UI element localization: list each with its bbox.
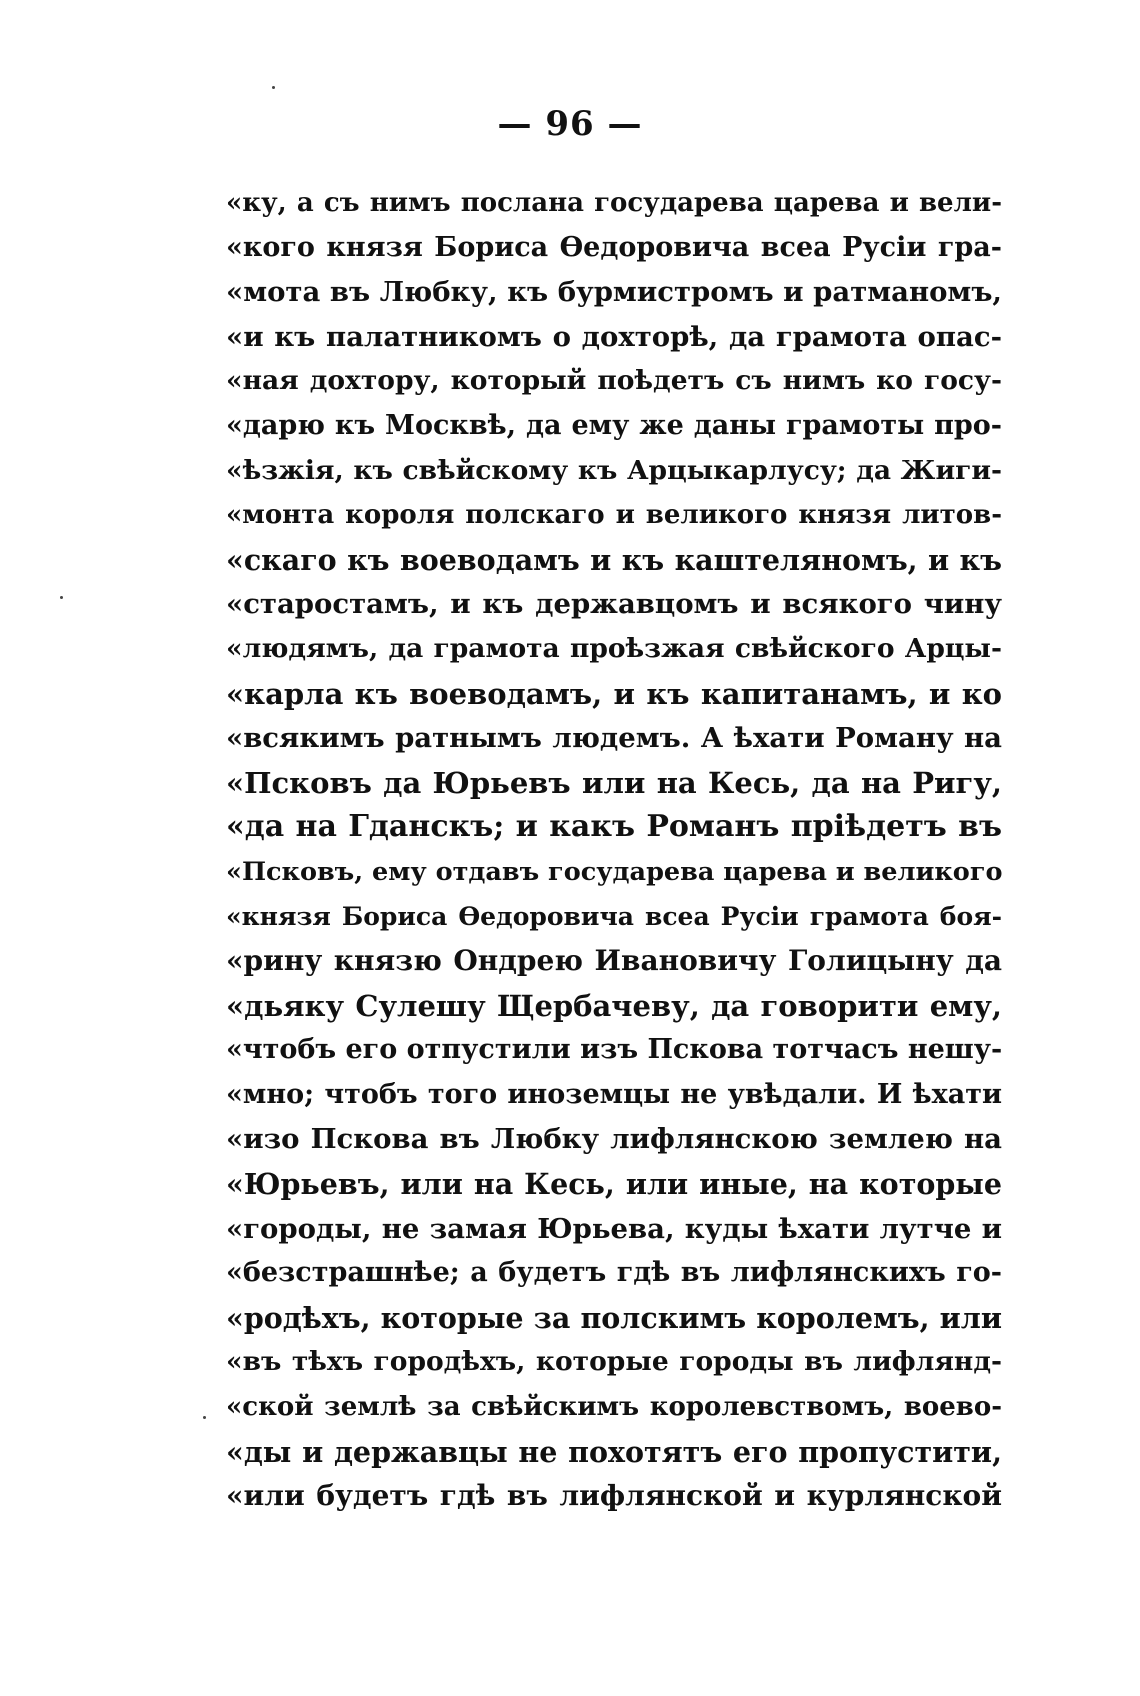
text-line: «старостамъ, и къ державцомъ и всякого чину bbox=[226, 588, 1002, 621]
text-line: «ды и державцы не похотятъ его пропустити, bbox=[226, 1434, 1002, 1469]
print-speck bbox=[272, 86, 275, 89]
text-line: «городы, не замая Юрьева, куды ѣхати лутче и bbox=[226, 1212, 1002, 1245]
text-line: «изо Пскова въ Любку лифлянскою землею на bbox=[226, 1123, 1002, 1156]
text-line: «ѣзжія, къ свѣйскому къ Арцыкарлусу; да Жиги- bbox=[226, 454, 1002, 486]
text-line: «Псковъ да Юрьевъ или на Кесь, да на Ригу, bbox=[226, 765, 1002, 800]
body-text bbox=[226, 181, 1002, 1519]
text-line: «Псковъ, ему отдавъ государева царева и великого bbox=[226, 856, 1002, 887]
text-line: «скаго къ воеводамъ и къ каштеляномъ, и къ bbox=[226, 542, 1002, 577]
print-speck bbox=[60, 596, 63, 599]
text-line: «въ тѣхъ городѣхъ, которые городы въ лифлянд- bbox=[226, 1346, 1002, 1378]
text-line: «людямъ, да грамота проѣзжая свѣйского Арцы- bbox=[226, 632, 1002, 664]
text-line: «да на Гданскъ; и какъ Романъ пріѣдетъ въ bbox=[226, 809, 1002, 845]
text-line: «ку, а съ нимъ послана государева царева и вели- bbox=[226, 188, 1002, 218]
text-line: «чтобъ его отпустили изъ Пскова тотчасъ нешу- bbox=[226, 1034, 1002, 1066]
text-line: «всякимъ ратнымъ людемъ. А ѣхати Роману на bbox=[226, 722, 1002, 755]
text-line: «мно; чтобъ того иноземцы не увѣдали. И ѣхати bbox=[226, 1078, 1002, 1110]
text-line: «дарю къ Москвѣ, да ему же даны грамоты про- bbox=[226, 409, 1002, 441]
text-line: «монта короля полскаго и великого князя литов- bbox=[226, 500, 1002, 531]
text-line: «карла къ воеводамъ, и къ капитанамъ, и ко bbox=[226, 676, 1002, 711]
text-line: «князя Бориса Өедоровича всеа Русіи грамота боя- bbox=[226, 901, 1002, 931]
text-line: «или будетъ гдѣ въ лифлянской и курлянской bbox=[226, 1479, 1002, 1513]
print-speck bbox=[203, 1416, 206, 1419]
text-line: «ная дохтору, который поѣдетъ съ нимъ ко госу- bbox=[226, 365, 1002, 397]
text-line: «и къ палатникомъ о дохторѣ, да грамота опас- bbox=[226, 320, 1002, 353]
page-number: — 96 — bbox=[497, 104, 643, 144]
text-line: «дьяку Сулешу Щербачеву, да говорити ему, bbox=[226, 988, 1002, 1023]
text-line: «Юрьевъ, или на Кесь, или иные, на которые bbox=[226, 1167, 1002, 1202]
text-line: «безстрашнѣе; а будетъ гдѣ въ лифлянскихъ го- bbox=[226, 1257, 1002, 1289]
text-line: «кого князя Бориса Өедоровича всеа Русіи гра- bbox=[226, 231, 1002, 263]
text-line: «рину князю Ондрею Ивановичу Голицыну да bbox=[226, 944, 1002, 978]
text-line: «родѣхъ, которые за полскимъ королемъ, или bbox=[226, 1300, 1002, 1335]
text-line: «ской землѣ за свѣйскимъ королевствомъ, воево- bbox=[226, 1392, 1002, 1423]
text-line: «мота въ Любку, къ бурмистромъ и ратманомъ, bbox=[226, 276, 1002, 309]
